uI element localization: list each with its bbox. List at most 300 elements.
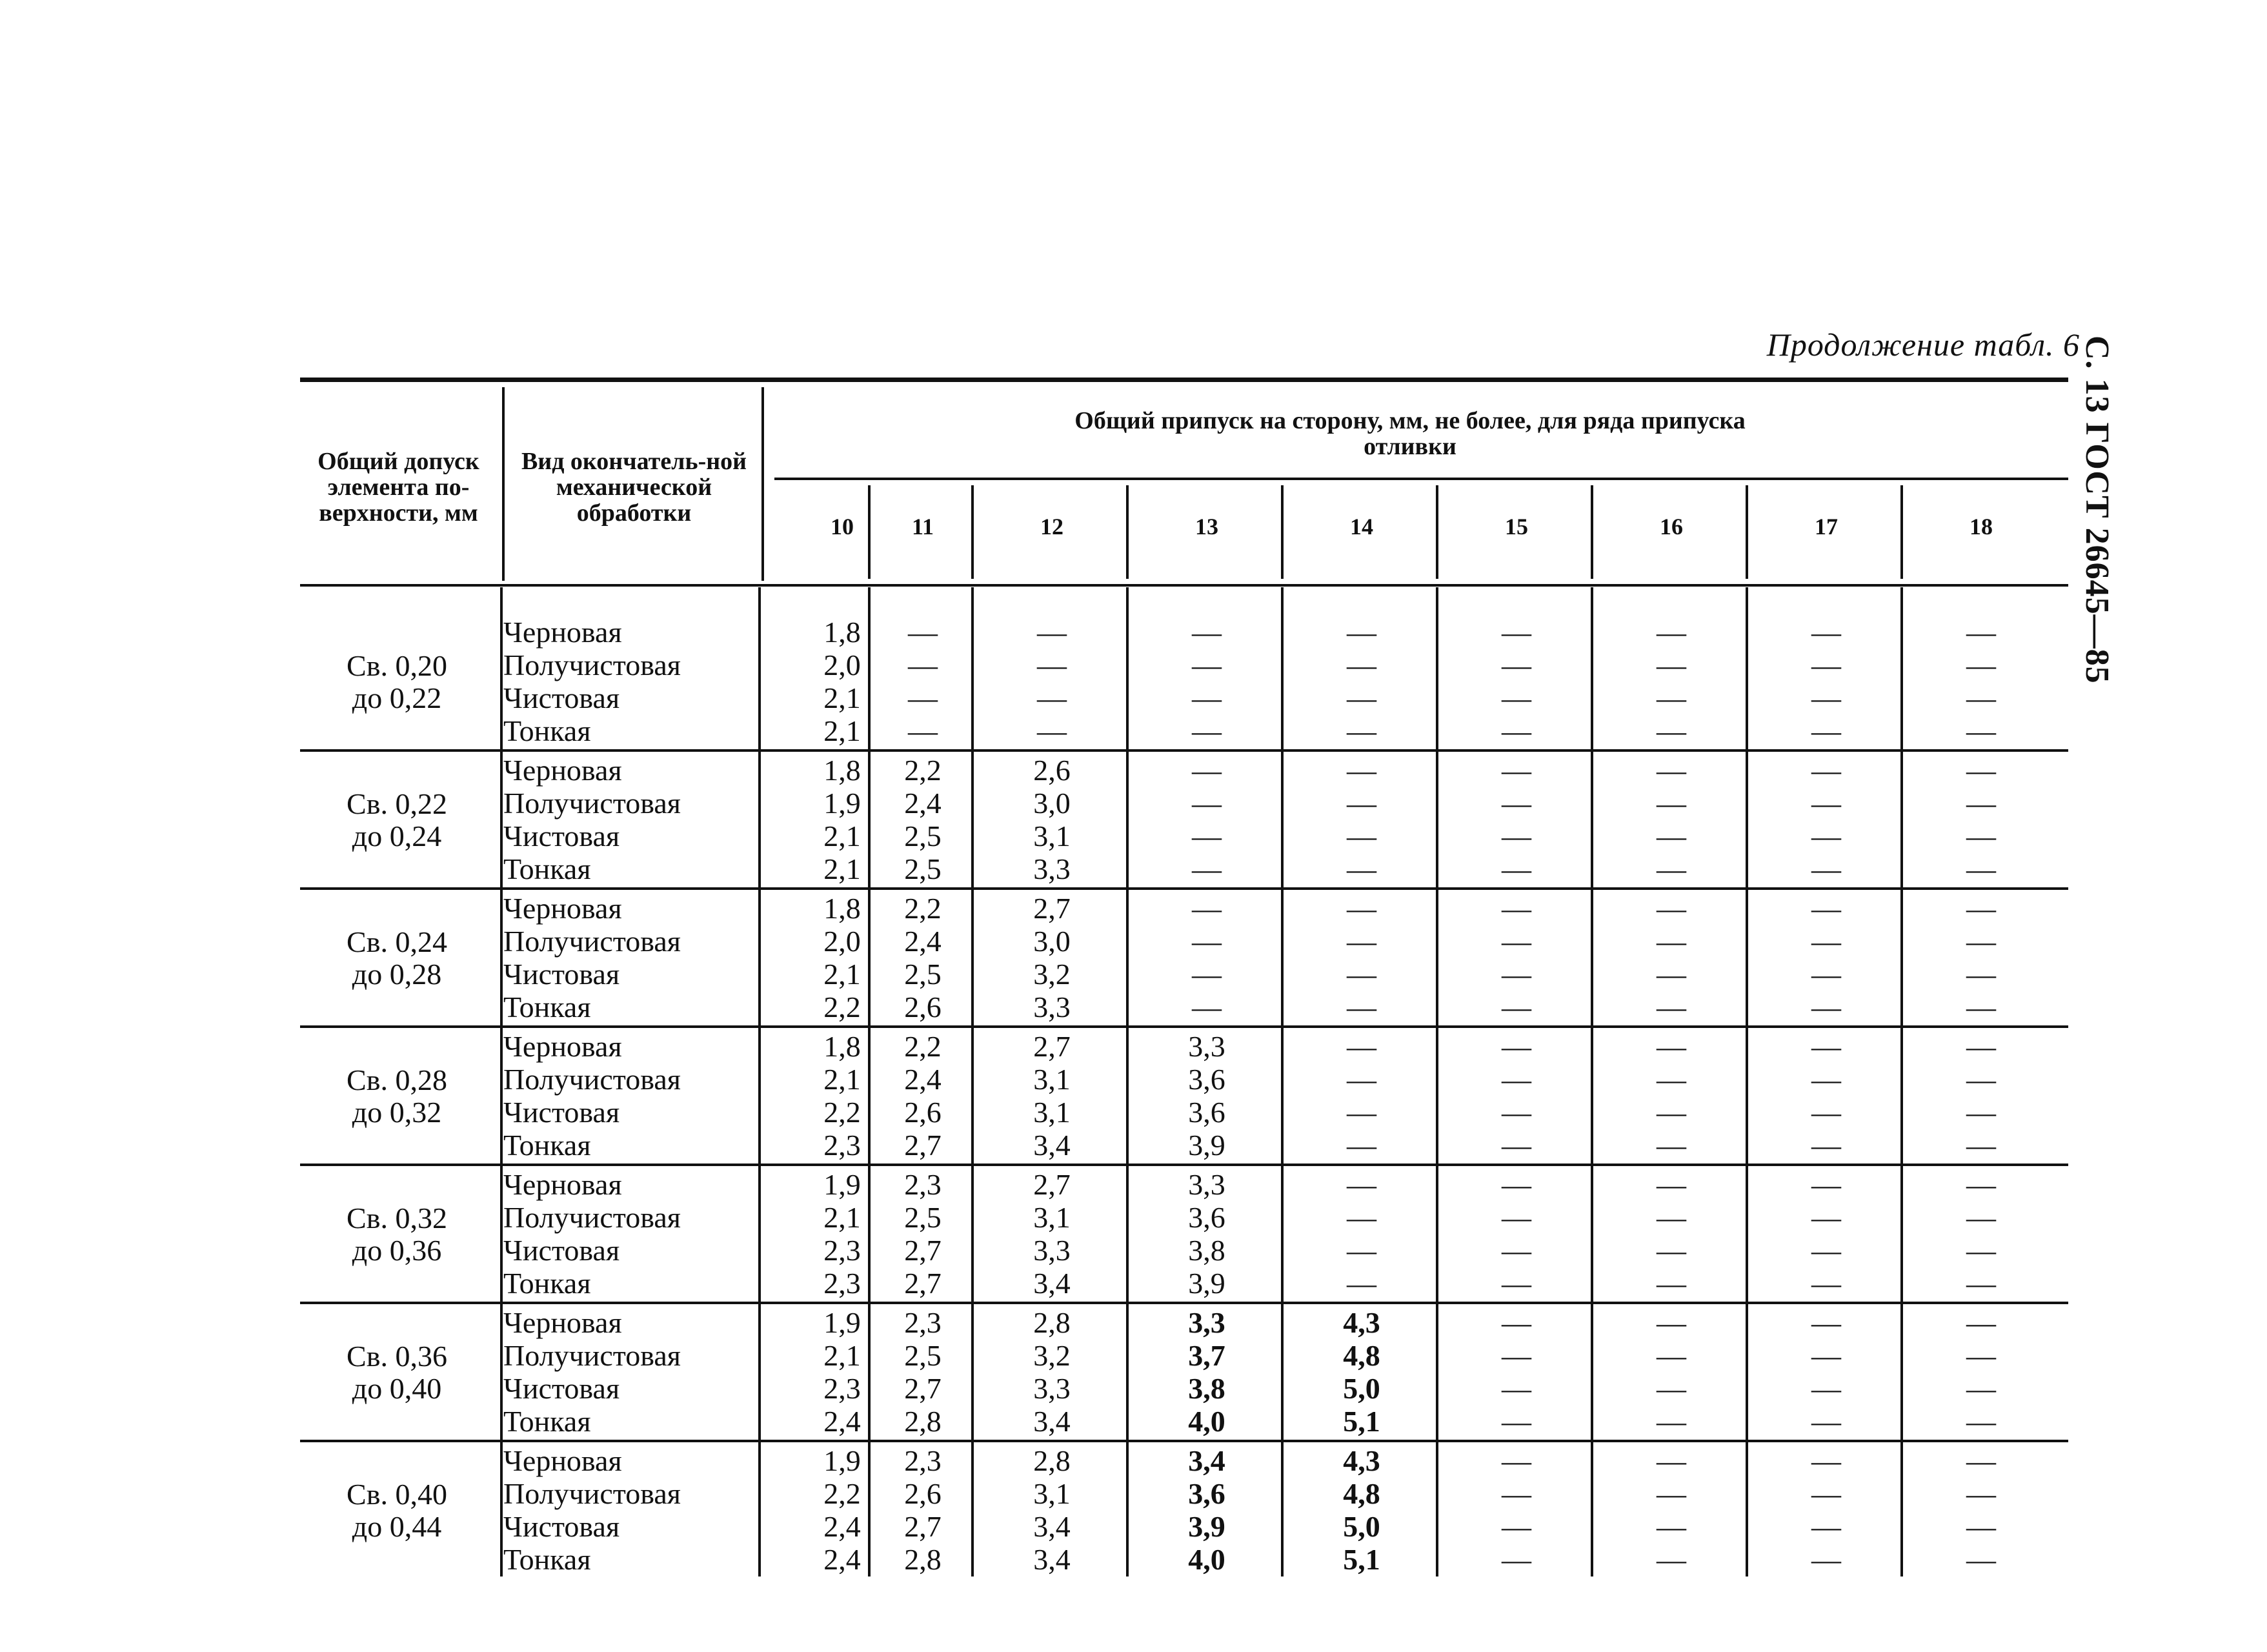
treatment-cell: Чистовая xyxy=(503,1096,620,1129)
value-cell: 5,1 xyxy=(1343,1405,1380,1438)
value-cell: — xyxy=(1192,714,1222,747)
value-cell: — xyxy=(1192,925,1222,958)
value-cell: — xyxy=(1657,1129,1686,1162)
treatment-cell: Черновая xyxy=(503,1168,622,1201)
value-cell: 4,0 xyxy=(1188,1543,1225,1576)
value-cell: 3,6 xyxy=(1188,1477,1225,1510)
value-cell: — xyxy=(1811,925,1841,958)
value-cell: 2,4 xyxy=(823,1405,861,1438)
value-cell: 2,2 xyxy=(904,892,942,925)
value-cell: — xyxy=(1502,1030,1531,1063)
value-cell: — xyxy=(1502,1477,1531,1510)
value-cell: — xyxy=(1811,1201,1841,1234)
row-number-header: 18 xyxy=(1970,514,1993,539)
value-cell: — xyxy=(1657,1267,1686,1300)
body-column-rule xyxy=(971,587,974,1576)
value-cell: 3,3 xyxy=(1033,1372,1071,1405)
value-cell: 4,3 xyxy=(1343,1306,1380,1339)
body-column-rule xyxy=(1591,587,1593,1576)
value-cell: — xyxy=(1347,852,1376,885)
value-cell: — xyxy=(1502,1129,1531,1162)
header-column-rule xyxy=(868,485,871,579)
tolerance-line: до 0,22 xyxy=(352,681,442,714)
value-cell: — xyxy=(1347,958,1376,991)
value-cell: — xyxy=(1347,616,1376,649)
value-cell: 3,1 xyxy=(1033,1477,1071,1510)
value-cell: — xyxy=(1657,1234,1686,1267)
header-tolerance: Общий допуск элемента по-верхности, мм xyxy=(317,448,479,527)
value-cell: — xyxy=(1657,820,1686,852)
value-cell: 3,6 xyxy=(1188,1096,1225,1129)
value-cell: 2,1 xyxy=(823,681,861,714)
value-cell: — xyxy=(1502,1543,1531,1576)
row-number-header: 11 xyxy=(911,514,934,539)
value-cell: — xyxy=(1657,1510,1686,1543)
body-column-rule xyxy=(500,587,503,1576)
value-cell: — xyxy=(1347,925,1376,958)
value-cell: — xyxy=(1657,1030,1686,1063)
treatment-cell: Тонкая xyxy=(503,991,591,1023)
value-cell: — xyxy=(1192,787,1222,820)
treatment-cell: Черновая xyxy=(503,892,622,925)
value-cell: 2,1 xyxy=(823,852,861,885)
value-cell: — xyxy=(1347,754,1376,787)
value-cell: — xyxy=(1502,1063,1531,1096)
row-number-header: 13 xyxy=(1195,514,1218,539)
value-cell: — xyxy=(1502,1168,1531,1201)
group-separator xyxy=(300,1163,2068,1166)
value-cell: — xyxy=(1192,681,1222,714)
value-cell: 2,1 xyxy=(823,1201,861,1234)
value-cell: — xyxy=(1811,1030,1841,1063)
value-cell: — xyxy=(1811,1444,1841,1477)
header-vrule-1 xyxy=(502,387,505,581)
treatment-cell: Черновая xyxy=(503,1444,622,1477)
tolerance-line: Св. 0,32 xyxy=(347,1202,447,1234)
group-separator xyxy=(300,887,2068,890)
value-cell: 2,3 xyxy=(823,1267,861,1300)
value-cell: — xyxy=(1811,892,1841,925)
value-cell: — xyxy=(1811,649,1841,681)
value-cell: 2,4 xyxy=(904,1063,942,1096)
value-cell: — xyxy=(1657,958,1686,991)
value-cell: — xyxy=(1502,714,1531,747)
body-column-rule xyxy=(1900,587,1903,1576)
value-cell: 2,8 xyxy=(1033,1306,1071,1339)
value-cell: 2,3 xyxy=(823,1129,861,1162)
body-column-rule xyxy=(1746,587,1748,1576)
treatment-cell: Чистовая xyxy=(503,681,620,714)
value-cell: 2,3 xyxy=(823,1372,861,1405)
value-cell: 3,3 xyxy=(1188,1168,1225,1201)
value-cell: 3,3 xyxy=(1033,991,1071,1023)
tolerance-line: Св. 0,22 xyxy=(347,787,447,820)
value-cell: 2,6 xyxy=(1033,754,1071,787)
tolerance-cell xyxy=(300,1064,494,1129)
value-cell: — xyxy=(1811,1063,1841,1096)
value-cell: 2,1 xyxy=(823,958,861,991)
value-cell: 2,7 xyxy=(904,1510,942,1543)
value-cell: 2,5 xyxy=(904,820,942,852)
value-cell: 2,6 xyxy=(904,1477,942,1510)
value-cell: — xyxy=(1502,1267,1531,1300)
value-cell: — xyxy=(1966,681,1996,714)
value-cell: — xyxy=(1037,681,1067,714)
value-cell: 2,7 xyxy=(1033,892,1071,925)
value-cell: — xyxy=(1966,925,1996,958)
value-cell: — xyxy=(1966,714,1996,747)
value-cell: 3,8 xyxy=(1188,1234,1225,1267)
value-cell: — xyxy=(1502,1201,1531,1234)
value-cell: 4,3 xyxy=(1343,1444,1380,1477)
value-cell: — xyxy=(1657,714,1686,747)
value-cell: 3,1 xyxy=(1033,1201,1071,1234)
treatment-cell: Тонкая xyxy=(503,1267,591,1300)
value-cell: — xyxy=(1657,1372,1686,1405)
value-cell: — xyxy=(1502,1096,1531,1129)
value-cell: — xyxy=(1502,925,1531,958)
value-cell: 2,3 xyxy=(904,1306,942,1339)
tolerance-cell xyxy=(300,650,494,714)
value-cell: — xyxy=(1966,649,1996,681)
group-separator xyxy=(300,749,2068,752)
header-column-rule xyxy=(1126,485,1129,579)
tolerance-cell xyxy=(300,926,494,991)
value-cell: — xyxy=(1811,1096,1841,1129)
treatment-cell: Получистовая xyxy=(503,1339,681,1372)
value-cell: — xyxy=(1657,681,1686,714)
treatment-cell: Тонкая xyxy=(503,1405,591,1438)
value-cell: — xyxy=(1811,754,1841,787)
value-cell: 3,2 xyxy=(1033,958,1071,991)
value-cell: — xyxy=(1347,681,1376,714)
treatment-cell: Чистовая xyxy=(503,958,620,991)
value-cell: — xyxy=(1657,1063,1686,1096)
value-cell: — xyxy=(1657,754,1686,787)
value-cell: — xyxy=(1502,681,1531,714)
treatment-cell: Чистовая xyxy=(503,1234,620,1267)
value-cell: — xyxy=(1811,1267,1841,1300)
table-top-rule xyxy=(300,378,2068,382)
treatment-cell: Черновая xyxy=(503,1306,622,1339)
value-cell: 2,3 xyxy=(904,1168,942,1201)
value-cell: — xyxy=(1502,991,1531,1023)
value-cell: 4,8 xyxy=(1343,1339,1380,1372)
group-separator xyxy=(300,1302,2068,1304)
value-cell: — xyxy=(1347,1063,1376,1096)
tolerance-cell xyxy=(300,788,494,852)
value-cell: — xyxy=(1811,714,1841,747)
value-cell: — xyxy=(1811,1234,1841,1267)
value-cell: 1,8 xyxy=(823,892,861,925)
value-cell: — xyxy=(1811,1477,1841,1510)
value-cell: — xyxy=(1192,958,1222,991)
value-cell: 2,4 xyxy=(904,787,942,820)
header-column-rule xyxy=(1900,485,1903,579)
value-cell: — xyxy=(1966,1444,1996,1477)
value-cell: — xyxy=(1502,852,1531,885)
value-cell: 1,9 xyxy=(823,1306,861,1339)
value-cell: 3,1 xyxy=(1033,820,1071,852)
value-cell: 3,2 xyxy=(1033,1339,1071,1372)
tolerance-cell xyxy=(300,1478,494,1543)
value-cell: 2,7 xyxy=(904,1129,942,1162)
value-cell: — xyxy=(1811,1168,1841,1201)
value-cell: — xyxy=(1657,1201,1686,1234)
tolerance-line: Св. 0,36 xyxy=(347,1340,447,1373)
header-sub-rule xyxy=(774,478,2068,480)
value-cell: — xyxy=(1502,1306,1531,1339)
value-cell: 3,3 xyxy=(1188,1306,1225,1339)
value-cell: — xyxy=(1347,1201,1376,1234)
value-cell: — xyxy=(908,616,938,649)
value-cell: — xyxy=(1966,991,1996,1023)
value-cell: 3,3 xyxy=(1033,1234,1071,1267)
value-cell: — xyxy=(1811,681,1841,714)
value-cell: — xyxy=(1811,1543,1841,1576)
value-cell: 2,2 xyxy=(904,1030,942,1063)
value-cell: — xyxy=(1037,616,1067,649)
value-cell: 1,9 xyxy=(823,1444,861,1477)
row-number-header: 12 xyxy=(1040,514,1063,539)
value-cell: — xyxy=(1347,1129,1376,1162)
value-cell: 2,8 xyxy=(1033,1444,1071,1477)
value-cell: 2,6 xyxy=(904,991,942,1023)
treatment-cell: Черновая xyxy=(503,754,622,787)
value-cell: — xyxy=(1192,892,1222,925)
value-cell: — xyxy=(1347,649,1376,681)
value-cell: — xyxy=(1966,787,1996,820)
value-cell: — xyxy=(1811,1129,1841,1162)
value-cell: 3,1 xyxy=(1033,1063,1071,1096)
value-cell: — xyxy=(908,714,938,747)
value-cell: 5,0 xyxy=(1343,1372,1380,1405)
value-cell: 2,4 xyxy=(904,925,942,958)
row-number-header: 14 xyxy=(1350,514,1373,539)
value-cell: — xyxy=(908,681,938,714)
value-cell: 3,3 xyxy=(1188,1030,1225,1063)
treatment-cell: Получистовая xyxy=(503,1063,681,1096)
value-cell: — xyxy=(1192,852,1222,885)
value-cell: 2,2 xyxy=(823,1096,861,1129)
value-cell: — xyxy=(1502,1444,1531,1477)
value-cell: — xyxy=(1657,616,1686,649)
value-cell: 2,2 xyxy=(823,991,861,1023)
value-cell: — xyxy=(1657,925,1686,958)
value-cell: — xyxy=(1966,852,1996,885)
value-cell: — xyxy=(1347,820,1376,852)
value-cell: 2,6 xyxy=(904,1096,942,1129)
value-cell: — xyxy=(1037,649,1067,681)
value-cell: — xyxy=(1657,991,1686,1023)
value-cell: — xyxy=(1192,649,1222,681)
value-cell: — xyxy=(1811,1510,1841,1543)
value-cell: 2,2 xyxy=(823,1477,861,1510)
body-column-rule xyxy=(868,587,871,1576)
value-cell: 2,7 xyxy=(1033,1168,1071,1201)
value-cell: — xyxy=(1966,1234,1996,1267)
value-cell: — xyxy=(1657,1543,1686,1576)
tolerance-line: Св. 0,24 xyxy=(347,925,447,958)
row-number-header: 15 xyxy=(1505,514,1528,539)
value-cell: 3,0 xyxy=(1033,925,1071,958)
value-cell: — xyxy=(1811,787,1841,820)
value-cell: — xyxy=(1657,1405,1686,1438)
value-cell: — xyxy=(1502,958,1531,991)
treatment-cell: Тонкая xyxy=(503,1543,591,1576)
value-cell: — xyxy=(1966,1339,1996,1372)
tolerance-line: Св. 0,40 xyxy=(347,1478,447,1511)
value-cell: — xyxy=(1502,1510,1531,1543)
value-cell: 2,7 xyxy=(904,1267,942,1300)
value-cell: — xyxy=(1966,1477,1996,1510)
value-cell: — xyxy=(1502,754,1531,787)
value-cell: — xyxy=(1657,1168,1686,1201)
value-cell: 1,9 xyxy=(823,1168,861,1201)
value-cell: — xyxy=(1966,616,1996,649)
value-cell: — xyxy=(1502,649,1531,681)
value-cell: — xyxy=(1966,1168,1996,1201)
value-cell: 3,8 xyxy=(1188,1372,1225,1405)
body-column-rule xyxy=(1436,587,1438,1576)
value-cell: 1,9 xyxy=(823,787,861,820)
treatment-cell: Черновая xyxy=(503,1030,622,1063)
value-cell: 2,7 xyxy=(1033,1030,1071,1063)
value-cell: 3,1 xyxy=(1033,1096,1071,1129)
value-cell: — xyxy=(1657,1339,1686,1372)
value-cell: — xyxy=(1657,1096,1686,1129)
tolerance-line: Св. 0,28 xyxy=(347,1063,447,1096)
treatment-cell: Получистовая xyxy=(503,649,681,681)
header-treatment: Вид окончатель-ной механической обработки xyxy=(521,448,747,527)
row-number-header: 17 xyxy=(1815,514,1838,539)
value-cell: — xyxy=(1347,787,1376,820)
value-cell: — xyxy=(1502,787,1531,820)
value-cell: — xyxy=(1347,1267,1376,1300)
value-cell: — xyxy=(1502,1372,1531,1405)
treatment-cell: Чистовая xyxy=(503,1372,620,1405)
value-cell: — xyxy=(1502,820,1531,852)
value-cell: 1,8 xyxy=(823,754,861,787)
value-cell: — xyxy=(1192,616,1222,649)
treatment-cell: Получистовая xyxy=(503,1477,681,1510)
value-cell: — xyxy=(1657,1306,1686,1339)
value-cell: 2,1 xyxy=(823,1339,861,1372)
value-cell: — xyxy=(1811,616,1841,649)
tolerance-cell xyxy=(300,1202,494,1267)
treatment-cell: Получистовая xyxy=(503,1201,681,1234)
value-cell: — xyxy=(1502,616,1531,649)
value-cell: — xyxy=(1657,787,1686,820)
value-cell: — xyxy=(1657,649,1686,681)
value-cell: 3,4 xyxy=(1033,1267,1071,1300)
group-separator xyxy=(300,1440,2068,1442)
table-caption: Продолжение табл. 6 xyxy=(1766,327,2080,363)
treatment-cell: Тонкая xyxy=(503,1129,591,1162)
value-cell: 4,0 xyxy=(1188,1405,1225,1438)
value-cell: 2,5 xyxy=(904,1339,942,1372)
row-number-header: 10 xyxy=(831,514,854,539)
value-cell: 2,5 xyxy=(904,1201,942,1234)
value-cell: — xyxy=(1347,1030,1376,1063)
value-cell: 3,4 xyxy=(1033,1543,1071,1576)
value-cell: 1,8 xyxy=(823,616,861,649)
tolerance-line: Св. 0,20 xyxy=(347,649,447,682)
value-cell: — xyxy=(1502,1339,1531,1372)
value-cell: 5,1 xyxy=(1343,1543,1380,1576)
value-cell: 3,4 xyxy=(1033,1129,1071,1162)
group-separator xyxy=(300,1025,2068,1028)
value-cell: 1,8 xyxy=(823,1030,861,1063)
treatment-cell: Черновая xyxy=(503,616,622,649)
value-cell: — xyxy=(1347,892,1376,925)
value-cell: — xyxy=(1966,1096,1996,1129)
value-cell: — xyxy=(1811,1405,1841,1438)
value-cell: 3,0 xyxy=(1033,787,1071,820)
value-cell: — xyxy=(1347,991,1376,1023)
value-cell: 5,0 xyxy=(1343,1510,1380,1543)
value-cell: 2,0 xyxy=(823,925,861,958)
treatment-cell: Тонкая xyxy=(503,852,591,885)
value-cell: — xyxy=(1192,820,1222,852)
value-cell: — xyxy=(1811,1339,1841,1372)
value-cell: — xyxy=(1966,1030,1996,1063)
tolerance-line: до 0,28 xyxy=(352,958,442,991)
value-cell: 2,5 xyxy=(904,852,942,885)
header-vrule-2 xyxy=(761,387,764,581)
value-cell: — xyxy=(1966,1543,1996,1576)
value-cell: — xyxy=(1502,1234,1531,1267)
value-cell: — xyxy=(1966,1063,1996,1096)
value-cell: — xyxy=(1347,1234,1376,1267)
value-cell: — xyxy=(1811,958,1841,991)
value-cell: 2,3 xyxy=(823,1234,861,1267)
header-column-rule xyxy=(1746,485,1748,579)
value-cell: — xyxy=(1347,1096,1376,1129)
header-column-rule xyxy=(1591,485,1593,579)
value-cell: 3,6 xyxy=(1188,1201,1225,1234)
value-cell: — xyxy=(1502,1405,1531,1438)
value-cell: 2,3 xyxy=(904,1444,942,1477)
body-column-rule xyxy=(1281,587,1284,1576)
value-cell: — xyxy=(1037,714,1067,747)
tolerance-line: до 0,24 xyxy=(352,820,442,852)
value-cell: — xyxy=(1657,1477,1686,1510)
value-cell: — xyxy=(1502,892,1531,925)
value-cell: — xyxy=(1657,892,1686,925)
value-cell: — xyxy=(1966,1405,1996,1438)
value-cell: 3,9 xyxy=(1188,1510,1225,1543)
value-cell: 3,9 xyxy=(1188,1267,1225,1300)
value-cell: — xyxy=(1811,991,1841,1023)
value-cell: — xyxy=(1657,852,1686,885)
value-cell: 2,4 xyxy=(823,1543,861,1576)
value-cell: — xyxy=(908,649,938,681)
treatment-cell: Чистовая xyxy=(503,1510,620,1543)
value-cell: 3,7 xyxy=(1188,1339,1225,1372)
value-cell: 3,4 xyxy=(1033,1510,1071,1543)
value-cell: — xyxy=(1966,1510,1996,1543)
value-cell: — xyxy=(1966,820,1996,852)
treatment-cell: Получистовая xyxy=(503,787,681,820)
header-column-rule xyxy=(1436,485,1438,579)
header-column-rule xyxy=(971,485,974,579)
value-cell: 3,4 xyxy=(1033,1405,1071,1438)
tolerance-line: до 0,44 xyxy=(352,1510,442,1543)
value-cell: 3,9 xyxy=(1188,1129,1225,1162)
value-cell: — xyxy=(1966,892,1996,925)
value-cell: 3,6 xyxy=(1188,1063,1225,1096)
